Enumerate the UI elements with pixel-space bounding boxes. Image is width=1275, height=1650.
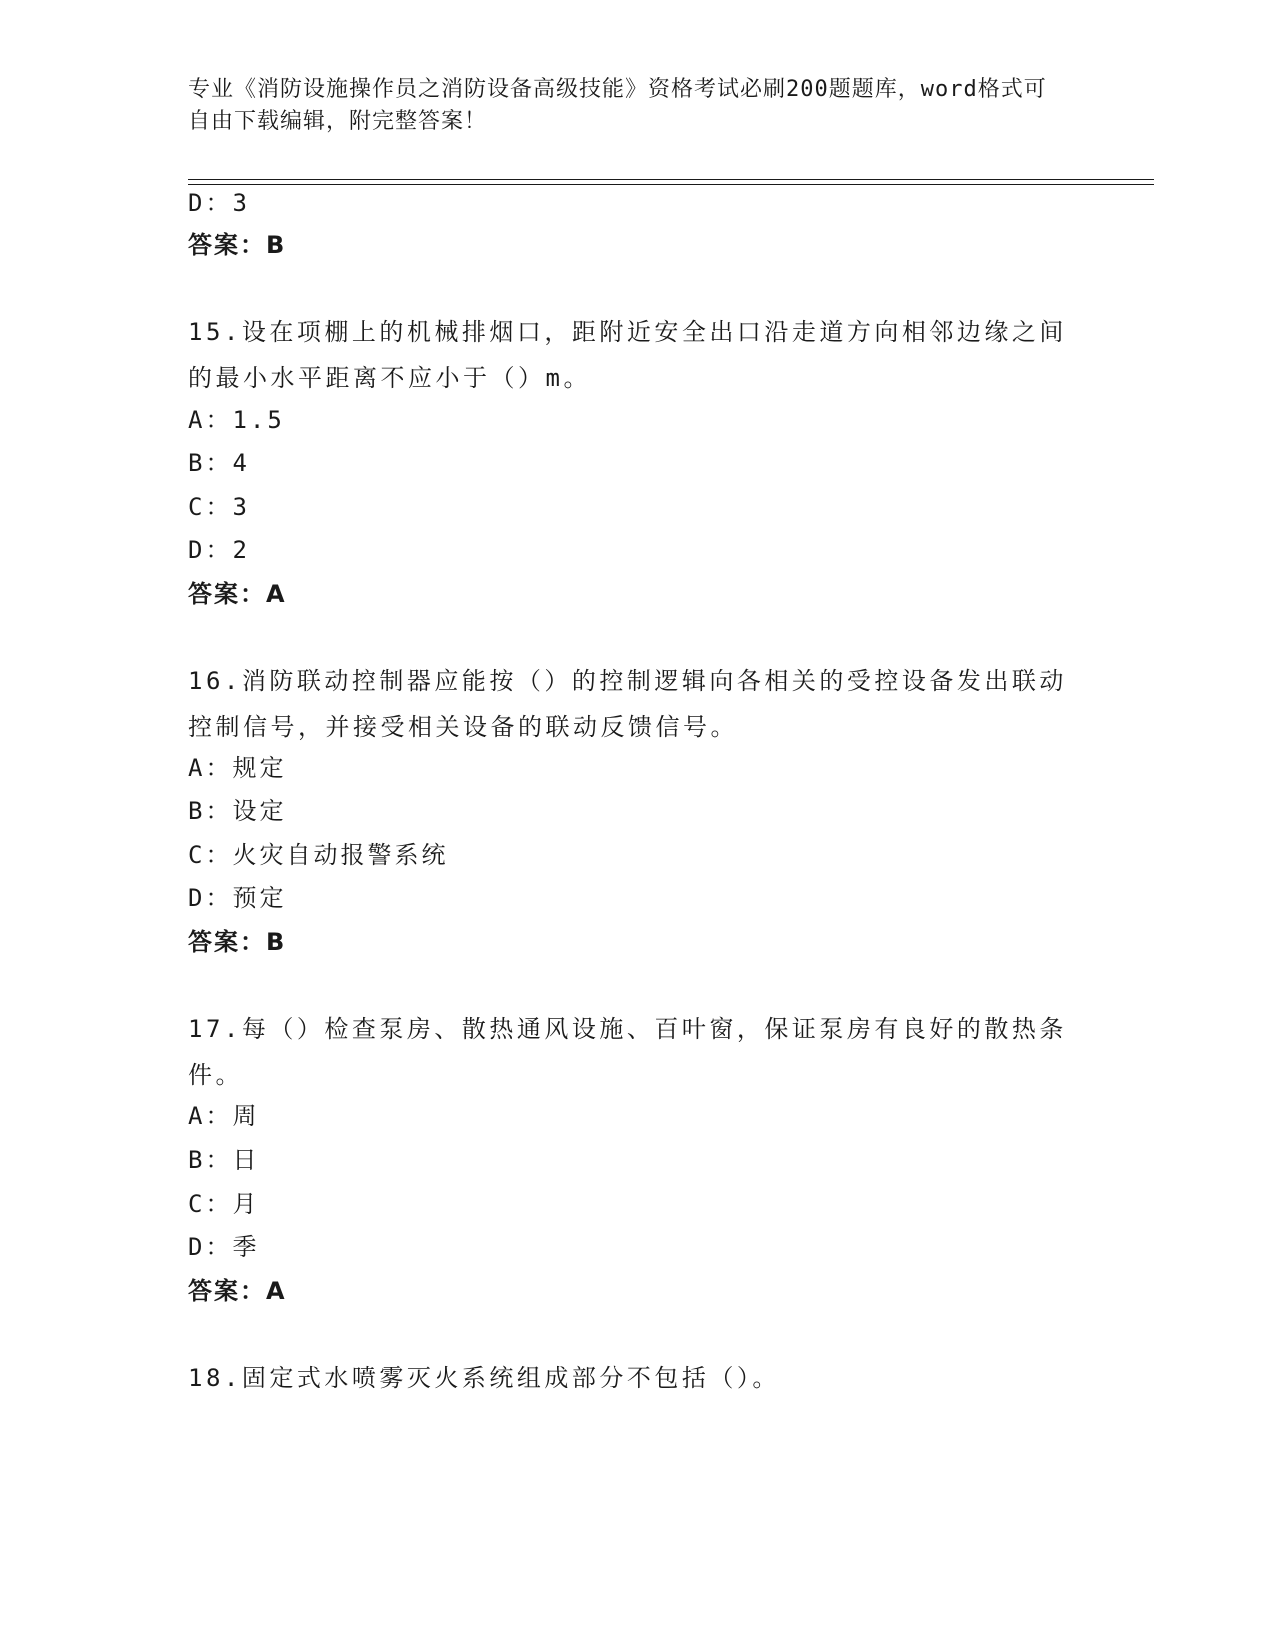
question-15-text: 15.设在项棚上的机械排烟口，距附近安全出口沿走道方向相邻边缘之间的最小水平距离不应小于（）m。 xyxy=(188,318,1067,392)
question-16-option-c: C：火灾自动报警系统 xyxy=(188,841,449,869)
question-15-option-a: A：1.5 xyxy=(188,406,285,434)
question-16-option-d: D：预定 xyxy=(188,884,287,912)
document-header: 专业《消防设施操作员之消防设备高级技能》资格考试必刷200题题库，word格式可自由下载编辑，附完整答案！ xyxy=(188,77,1047,134)
question-15-option-c: C：3 xyxy=(188,493,250,521)
question-17-option-c: C：月 xyxy=(188,1190,260,1218)
prev-option-d: D：3 xyxy=(188,189,250,217)
question-17-answer: 答案：A xyxy=(188,1277,287,1305)
question-15-option-d: D：2 xyxy=(188,536,250,564)
question-16-text: 16.消防联动控制器应能按（）的控制逻辑向各相关的受控设备发出联动控制信号，并接受相关设备的联动反馈信号。 xyxy=(188,667,1067,741)
header-divider-bottom xyxy=(188,184,1154,185)
question-16-option-a: A：规定 xyxy=(188,754,287,782)
question-15-answer: 答案：A xyxy=(188,580,287,608)
question-16-option-b: B：设定 xyxy=(188,797,287,825)
question-17-option-b: B：日 xyxy=(188,1146,260,1174)
question-15-option-b: B：4 xyxy=(188,449,250,477)
header-divider-top xyxy=(188,179,1154,180)
question-17-option-a: A：周 xyxy=(188,1102,260,1130)
question-17-text: 17.每（）检查泵房、散热通风设施、百叶窗，保证泵房有良好的散热条件。 xyxy=(188,1015,1067,1089)
question-17-option-d: D：季 xyxy=(188,1233,260,1261)
prev-answer: 答案：B xyxy=(188,231,287,259)
question-18-text: 18.固定式水喷雾灭火系统组成部分不包括（）。 xyxy=(188,1364,780,1392)
question-16-answer: 答案：B xyxy=(188,928,287,956)
